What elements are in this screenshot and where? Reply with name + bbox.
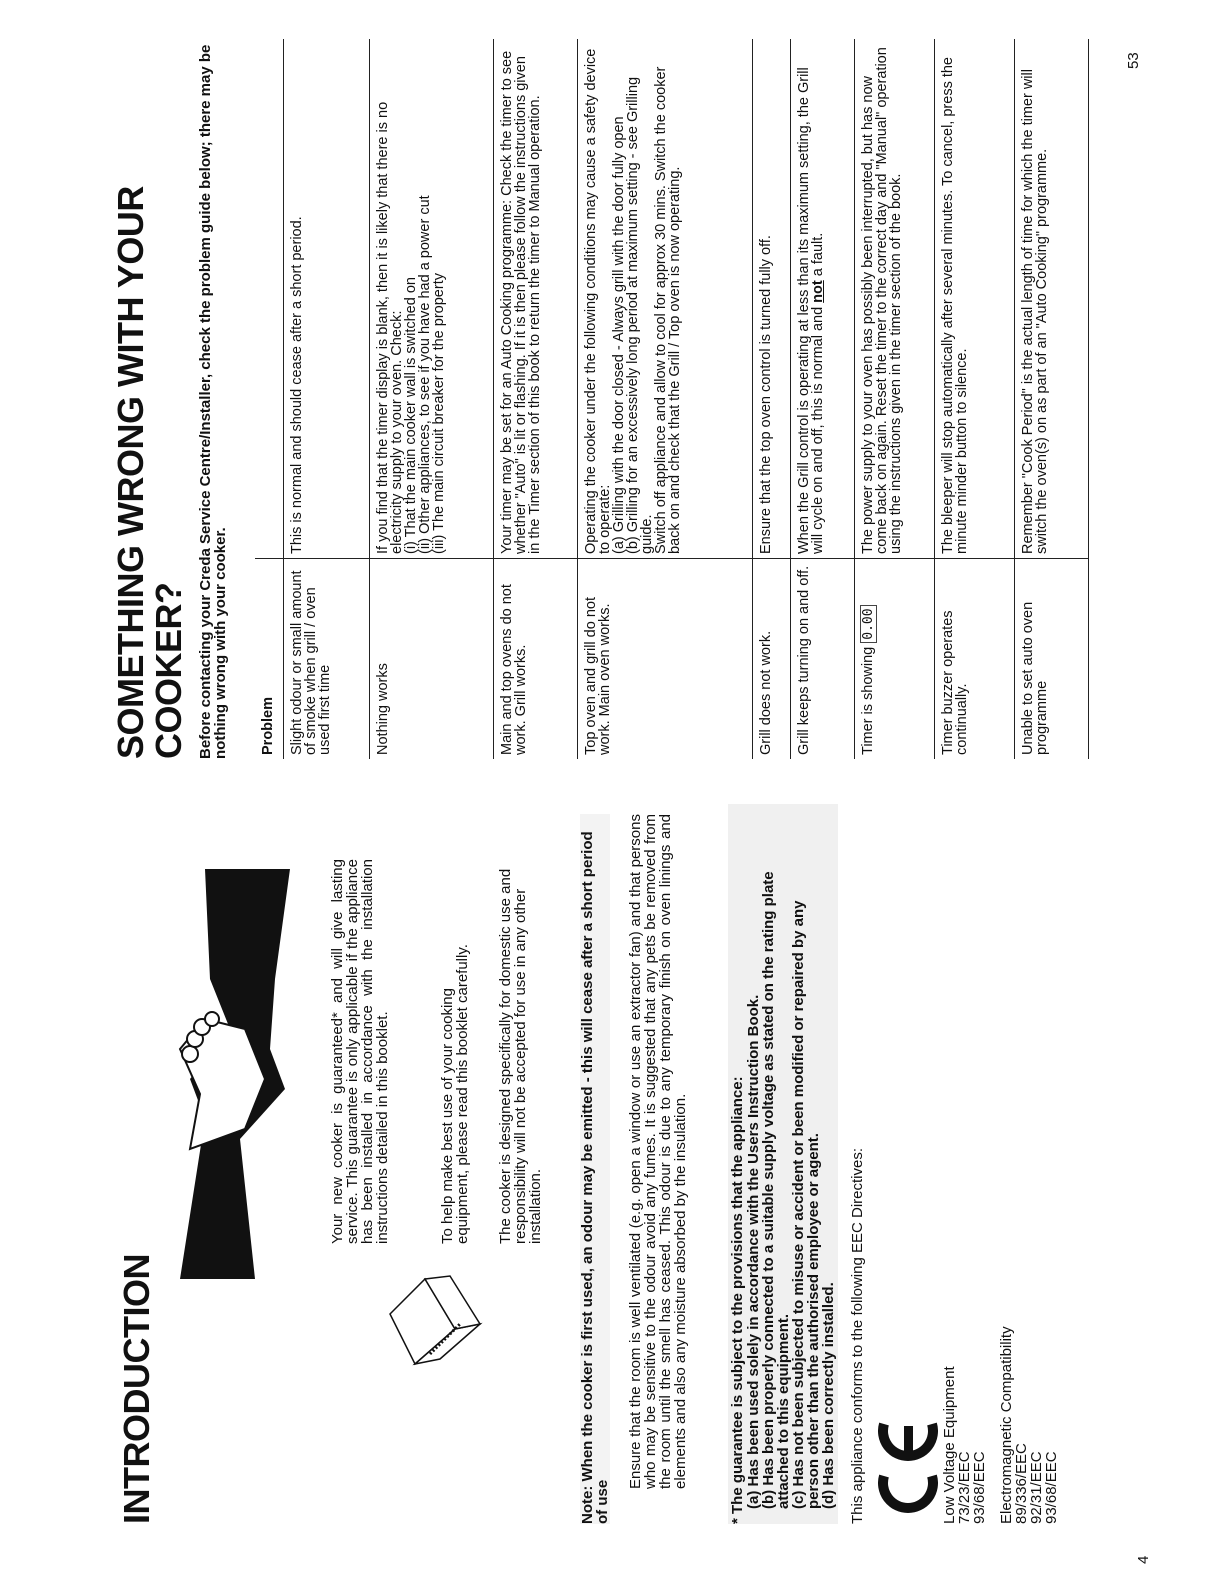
solution-cell: Operating the cooker under the following conditions may cause a safety device to operate: (a) Grilling with the door closed - Always grill with the door fully open (b) Grilling for an excessively long period at maximum setting - see Grilling guide. Switch off appliance and allow to cool for approx 30 mins. Switch the cooker back on and check that the Grill / Top oven is now operating. bbox=[578, 39, 753, 559]
directive-line: 73/23/EEC bbox=[956, 1451, 973, 1524]
directives-list bbox=[942, 1224, 1059, 1524]
solution-cell: If you find that the timer display is blank, then it is likely that there is no electricity supply to your oven. Check: (i) That the main cooker wall is switched on (ii) Other appliances, to see if you have had a power cut (iii) The main circuit breaker for the property bbox=[370, 39, 494, 559]
directive-line: 93/68/EEC bbox=[1043, 1451, 1060, 1524]
guide-title-line1: SOMETHING WRONG WITH YOUR bbox=[110, 186, 151, 759]
directive-line: 93/68/EEC bbox=[971, 1451, 988, 1524]
problem-cell: Top oven and grill do not work. Main oven works. bbox=[578, 559, 753, 760]
ventilation-paragraph: Ensure that the room is well ventilated (e.g. open a window or use an extractor fan) and that persons who may be sensitive to the odour avoid any fumes. It is suggested that any pets be removed from the room until the smell has ceased. This odour is due to any temporary finish on oven linings and elements and also any moisture absorbed by the insulation. bbox=[627, 814, 689, 1489]
help-paragraph: To help make best use of your cooking equipment, please read this booklet carefully. bbox=[439, 944, 471, 1244]
guarantee-conditions-box bbox=[728, 804, 838, 1524]
table-row bbox=[855, 39, 935, 759]
guarantee-paragraph: Your new cooker is guaranteed* and will give lasting service. This guarantee is only applicable if the appliance has been installed in accordance with the installation instructions detailed in this booklet. bbox=[329, 859, 391, 1244]
table-header-row bbox=[255, 39, 284, 759]
solution-cell: Your timer may be set for an Auto Cooking programme: Check the timer to see whether "Auto" is lit or flashing. If it is then please follow the instructions given in the Timer section of this book to return the timer to Manual operation. bbox=[494, 39, 578, 559]
directive-line: 92/31/EEC bbox=[1028, 1451, 1045, 1524]
problem-cell: Slight odour or small amount of smoke when grill / oven used first time bbox=[284, 559, 370, 760]
page-number-right: 53 bbox=[1125, 52, 1142, 69]
solution-cell: Ensure that the top oven control is turned fully off. bbox=[753, 39, 791, 559]
guarantee-item: (c) Has not been subjected to misuse or accident or been modified or repaired by any person other than the authorised employee or agent. bbox=[790, 900, 822, 1509]
ce-mark-logo bbox=[878, 1414, 938, 1524]
table-row bbox=[791, 39, 855, 759]
domestic-use-paragraph: The cooker is designed specifically for domestic use and responsibility will not be accepted for use in any other installation. bbox=[497, 868, 544, 1244]
guarantee-item: (a) Has been used solely in accordance with the Users Instruction Book. bbox=[745, 994, 762, 1509]
table-row bbox=[370, 39, 494, 759]
table-row bbox=[935, 39, 1015, 759]
problem-cell: Timer buzzer operates continually. bbox=[935, 559, 1015, 760]
solution-cell bbox=[791, 39, 855, 559]
introduction-page bbox=[0, 814, 1224, 1564]
problem-cell: Grill keeps turning on and off. bbox=[791, 559, 855, 760]
problem-cell: Grill does not work. bbox=[753, 559, 791, 760]
problem-cell: Main and top ovens do not work. Grill works. bbox=[494, 559, 578, 760]
problem-cell: Nothing works bbox=[370, 559, 494, 760]
solution-text: a fault. bbox=[810, 232, 826, 281]
solution-column-header bbox=[255, 39, 284, 559]
solution-cell: The power supply to your oven has possibly been interrupted, but has now come back on again. Reset the timer to the correct day and "Manual" operation using the instructions given in the timer section of the book. bbox=[855, 39, 935, 559]
solution-text: When the Grill control is operating at less than its maximum setting, the Grill will cycle on and off, this is normal and bbox=[796, 67, 826, 554]
solution-cell: The bleeper will stop automatically after several minutes. To cancel, press the minute minder button to silence. bbox=[935, 39, 1015, 559]
guarantee-item: (b) Has been properly connected to a suitable supply voltage as stated on the rating plate attached to this equipment. bbox=[760, 871, 792, 1509]
intro-title: INTRODUCTION bbox=[116, 1254, 157, 1524]
problem-text: Timer is showing bbox=[860, 642, 876, 755]
directive-line: Low Voltage Equipment bbox=[941, 1366, 958, 1524]
table-row bbox=[284, 39, 370, 759]
eec-directives-intro: This appliance conforms to the following EEC Directives: bbox=[849, 1148, 866, 1524]
problem-column-header: Problem bbox=[255, 559, 284, 760]
table-row bbox=[494, 39, 578, 759]
guarantee-conditions-heading: * The guarantee is subject to the provisions that the appliance: bbox=[729, 1076, 746, 1524]
guide-lead-text: Before contacting your Creda Service Centre/Installer, check the problem guide below; there may be nothing wrong with your cooker. bbox=[197, 44, 229, 759]
problem-guide-table bbox=[255, 39, 1089, 759]
problem-guide-page bbox=[0, 44, 1224, 759]
solution-cell: This is normal and should cease after a short period. bbox=[284, 39, 370, 559]
guarantee-item: (d) Has been correctly installed. bbox=[820, 1282, 837, 1509]
page-number-left: 4 bbox=[1135, 1555, 1152, 1564]
guide-title-line2: COOKER? bbox=[148, 582, 189, 759]
table-row bbox=[1015, 39, 1089, 759]
solution-cell: Remember "Cook Period" is the actual length of time for which the timer will switch the oven(s) on as part of an "Auto Cooking" programme. bbox=[1015, 39, 1089, 559]
booklet-box-icon bbox=[385, 1274, 485, 1374]
handshake-illustration bbox=[150, 869, 300, 1279]
table-row bbox=[578, 39, 753, 759]
directive-line: 89/336/EEC bbox=[1013, 1443, 1030, 1524]
problem-cell: Unable to set auto oven programme bbox=[1015, 559, 1089, 760]
table-row bbox=[753, 39, 791, 759]
problem-cell bbox=[855, 559, 935, 760]
note-paragraph: Note: When the cooker is first used, an odour may be emitted - this will cease after a short period of use bbox=[580, 814, 610, 1524]
timer-display: 0.00 bbox=[860, 605, 877, 642]
directive-line: Electromagnetic Compatibility bbox=[998, 1326, 1015, 1524]
emphasis-not: not bbox=[810, 280, 826, 303]
